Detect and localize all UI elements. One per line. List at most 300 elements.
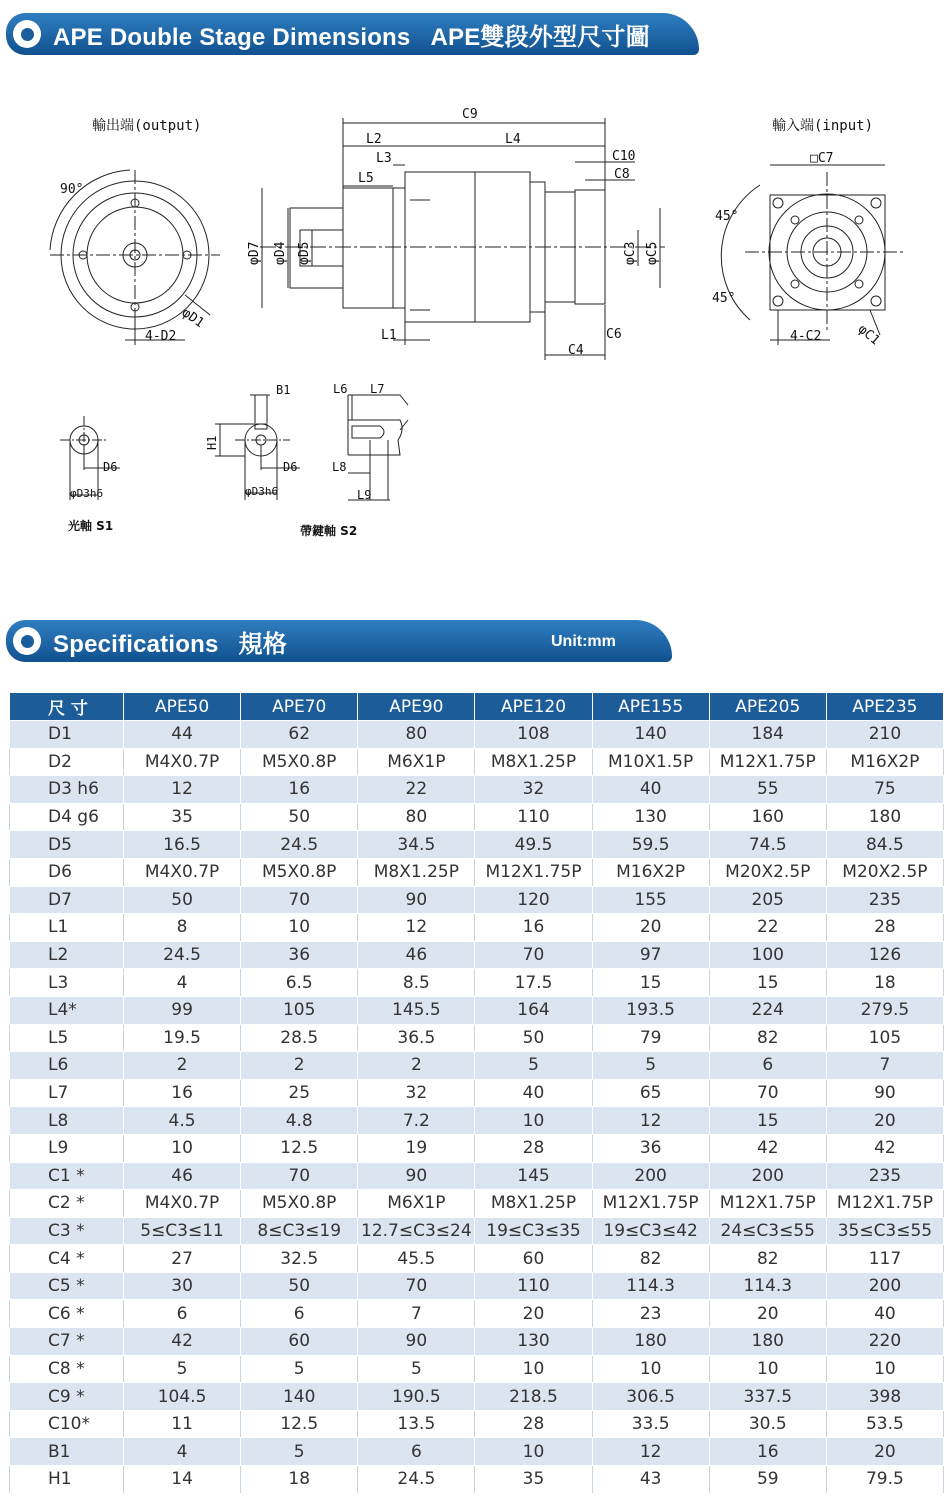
- angle-45a-label: 45°: [715, 209, 739, 224]
- table-cell: 200: [709, 1162, 826, 1190]
- table-cell: 4: [124, 969, 241, 997]
- s1-caption: 光軸 S1: [68, 519, 114, 533]
- table-cell: 6.5: [241, 969, 358, 997]
- table-cell: M12X1.75P: [592, 1190, 709, 1218]
- table-cell: 35≤C3≤55: [826, 1217, 943, 1245]
- table-cell: 180: [826, 803, 943, 831]
- table-cell: 2: [124, 1052, 241, 1080]
- table-cell: 35: [124, 803, 241, 831]
- s2-d6-label: D6: [283, 460, 298, 474]
- table-cell: 130: [475, 1328, 592, 1356]
- table-cell: 90: [358, 886, 475, 914]
- table-row: [10, 831, 944, 859]
- table-cell: 62: [241, 721, 358, 749]
- column-header: APE205: [709, 693, 826, 721]
- d1-label: φD1: [178, 305, 207, 332]
- table-cell: M8X1.25P: [475, 1190, 592, 1218]
- row-label: L6: [10, 1052, 124, 1080]
- specifications-title-en: Specifications: [53, 630, 219, 658]
- table-cell: 7: [826, 1052, 943, 1080]
- table-cell: 190.5: [358, 1383, 475, 1411]
- row-label: L7: [10, 1079, 124, 1107]
- table-cell: 19: [358, 1134, 475, 1162]
- table-cell: 104.5: [124, 1383, 241, 1411]
- table-cell: M12X1.75P: [475, 858, 592, 886]
- table-cell: 59.5: [592, 831, 709, 859]
- table-row: [10, 1024, 944, 1052]
- table-cell: 12.5: [241, 1410, 358, 1438]
- table-cell: M5X0.8P: [241, 1190, 358, 1218]
- row-label: L9: [10, 1134, 124, 1162]
- row-label: C1 *: [10, 1162, 124, 1190]
- row-label: D4 g6: [10, 803, 124, 831]
- table-row: [10, 1217, 944, 1245]
- table-cell: 140: [241, 1383, 358, 1411]
- table-row: [10, 1079, 944, 1107]
- table-cell: 24.5: [241, 831, 358, 859]
- table-cell: 82: [709, 1245, 826, 1273]
- table-cell: 15: [709, 969, 826, 997]
- row-label: D3 h6: [10, 776, 124, 804]
- table-cell: 6: [358, 1438, 475, 1466]
- table-cell: 337.5: [709, 1383, 826, 1411]
- dimensions-banner: [6, 13, 699, 55]
- table-cell: M6X1P: [358, 1190, 475, 1218]
- c7-label: □C7: [810, 151, 834, 166]
- table-cell: 53.5: [826, 1410, 943, 1438]
- table-cell: 184: [709, 721, 826, 749]
- input-end-view: [712, 117, 905, 348]
- dimensions-title: [53, 17, 650, 52]
- s1-d6-label: D6: [103, 460, 118, 474]
- table-cell: M12X1.75P: [709, 1190, 826, 1218]
- table-cell: 200: [826, 1272, 943, 1300]
- specifications-table: [9, 692, 944, 1494]
- table-cell: 40: [826, 1300, 943, 1328]
- table-cell: 145.5: [358, 996, 475, 1024]
- row-label: L8: [10, 1107, 124, 1135]
- table-cell: 24.5: [358, 1466, 475, 1494]
- table-cell: 84.5: [826, 831, 943, 859]
- table-cell: 7.2: [358, 1107, 475, 1135]
- row-label: C3 *: [10, 1217, 124, 1245]
- table-cell: 398: [826, 1383, 943, 1411]
- table-cell: 16: [709, 1438, 826, 1466]
- table-cell: 6: [241, 1300, 358, 1328]
- table-cell: 5: [592, 1052, 709, 1080]
- table-cell: 10: [475, 1355, 592, 1383]
- s2-l8-label: L8: [332, 460, 347, 474]
- table-cell: 4.8: [241, 1107, 358, 1135]
- table-cell: 74.5: [709, 831, 826, 859]
- table-cell: 110: [475, 1272, 592, 1300]
- dimensions-title-zh: APE雙段外型尺寸圖: [430, 23, 650, 51]
- s2-h1-label: H1: [205, 435, 219, 450]
- c4-label: C4: [568, 343, 584, 358]
- dimension-drawing: [0, 90, 950, 560]
- table-cell: 70: [709, 1079, 826, 1107]
- table-cell: 32: [475, 776, 592, 804]
- column-header: APE120: [475, 693, 592, 721]
- table-row: [10, 1107, 944, 1135]
- table-cell: M4X0.7P: [124, 858, 241, 886]
- table-cell: 50: [475, 1024, 592, 1052]
- table-cell: 11: [124, 1410, 241, 1438]
- input-label: 輸入端(input): [772, 118, 874, 134]
- table-cell: 18: [241, 1466, 358, 1494]
- table-cell: 16: [241, 776, 358, 804]
- row-label: L3: [10, 969, 124, 997]
- table-cell: 46: [124, 1162, 241, 1190]
- row-label: C10*: [10, 1410, 124, 1438]
- table-cell: 4.5: [124, 1107, 241, 1135]
- s2-l9-label: L9: [357, 488, 372, 502]
- table-cell: 42: [709, 1134, 826, 1162]
- table-cell: M12X1.75P: [709, 748, 826, 776]
- table-cell: 279.5: [826, 996, 943, 1024]
- table-cell: 108: [475, 721, 592, 749]
- table-cell: 20: [475, 1300, 592, 1328]
- row-label: C6 *: [10, 1300, 124, 1328]
- table-cell: 100: [709, 941, 826, 969]
- table-cell: 10: [475, 1438, 592, 1466]
- table-cell: 210: [826, 721, 943, 749]
- table-cell: 20: [826, 1438, 943, 1466]
- c8-label: C8: [614, 167, 630, 182]
- table-cell: 4: [124, 1438, 241, 1466]
- c6-label: C6: [606, 327, 622, 342]
- table-cell: 28: [475, 1134, 592, 1162]
- table-cell: 80: [358, 721, 475, 749]
- table-cell: M4X0.7P: [124, 748, 241, 776]
- table-cell: 82: [592, 1245, 709, 1273]
- table-cell: 7: [358, 1300, 475, 1328]
- table-cell: 55: [709, 776, 826, 804]
- table-row: [10, 941, 944, 969]
- s2-d3-label: φD3h6: [245, 485, 279, 498]
- table-cell: 6: [709, 1052, 826, 1080]
- table-cell: 5: [241, 1438, 358, 1466]
- table-cell: 12: [592, 1438, 709, 1466]
- table-cell: 19≤C3≤42: [592, 1217, 709, 1245]
- unit-label: Unit:mm: [551, 633, 616, 650]
- table-cell: 8.5: [358, 969, 475, 997]
- table-cell: 32: [358, 1079, 475, 1107]
- table-cell: M10X1.5P: [592, 748, 709, 776]
- output-label: 輸出端(output): [92, 118, 202, 134]
- table-cell: 36: [592, 1134, 709, 1162]
- table-cell: 99: [124, 996, 241, 1024]
- table-cell: 90: [358, 1328, 475, 1356]
- table-cell: 82: [709, 1024, 826, 1052]
- table-cell: 12: [358, 914, 475, 942]
- table-cell: 34.5: [358, 831, 475, 859]
- table-cell: 12.7≤C3≤24: [358, 1217, 475, 1245]
- column-header: APE155: [592, 693, 709, 721]
- table-cell: 145: [475, 1162, 592, 1190]
- table-cell: 30: [124, 1272, 241, 1300]
- table-cell: 10: [592, 1355, 709, 1383]
- table-cell: 110: [475, 803, 592, 831]
- table-cell: M12X1.75P: [826, 1190, 943, 1218]
- row-label: L1: [10, 914, 124, 942]
- angle-90-label: 90°: [60, 182, 84, 197]
- s2-l6-label: L6: [333, 382, 348, 396]
- table-row: [10, 776, 944, 804]
- table-row: [10, 1466, 944, 1494]
- table-cell: 44: [124, 721, 241, 749]
- table-row: [10, 858, 944, 886]
- table-row: [10, 886, 944, 914]
- table-cell: 105: [826, 1024, 943, 1052]
- l5-label: L5: [358, 171, 374, 186]
- table-row: [10, 1438, 944, 1466]
- table-cell: 40: [475, 1079, 592, 1107]
- table-cell: 160: [709, 803, 826, 831]
- corner-header: 尺 寸: [10, 693, 124, 721]
- table-row: [10, 748, 944, 776]
- table-cell: 46: [358, 941, 475, 969]
- table-header-row: [10, 693, 944, 721]
- table-cell: 14: [124, 1466, 241, 1494]
- table-row: [10, 969, 944, 997]
- c3-label: φC3: [623, 241, 638, 265]
- table-row: [10, 914, 944, 942]
- table-cell: 20: [592, 914, 709, 942]
- table-cell: 43: [592, 1466, 709, 1494]
- table-cell: 16: [124, 1079, 241, 1107]
- table-cell: 200: [592, 1162, 709, 1190]
- table-cell: M4X0.7P: [124, 1190, 241, 1218]
- side-view: [247, 107, 665, 360]
- table-cell: 5: [124, 1355, 241, 1383]
- table-cell: 180: [709, 1328, 826, 1356]
- l2-label: L2: [366, 132, 382, 147]
- table-row: [10, 1300, 944, 1328]
- table-row: [10, 1245, 944, 1273]
- table-cell: 27: [124, 1245, 241, 1273]
- table-cell: 205: [709, 886, 826, 914]
- table-cell: 6: [124, 1300, 241, 1328]
- table-cell: 193.5: [592, 996, 709, 1024]
- specifications-title: [53, 624, 287, 659]
- table-cell: 10: [475, 1107, 592, 1135]
- table-row: [10, 1328, 944, 1356]
- row-label: C2 *: [10, 1190, 124, 1218]
- d2-label: 4-D2: [145, 329, 177, 344]
- row-label: L5: [10, 1024, 124, 1052]
- table-cell: 5≤C3≤11: [124, 1217, 241, 1245]
- table-cell: 126: [826, 941, 943, 969]
- table-row: [10, 1410, 944, 1438]
- bullet-circle-icon: [13, 20, 41, 48]
- table-cell: 220: [826, 1328, 943, 1356]
- table-row: [10, 1052, 944, 1080]
- column-header: APE90: [358, 693, 475, 721]
- table-cell: 224: [709, 996, 826, 1024]
- table-cell: 114.3: [592, 1272, 709, 1300]
- table-cell: 120: [475, 886, 592, 914]
- row-label: B1: [10, 1438, 124, 1466]
- table-cell: 28: [475, 1410, 592, 1438]
- table-cell: 17.5: [475, 969, 592, 997]
- output-end-view: [50, 117, 220, 345]
- c10-label: C10: [612, 149, 636, 164]
- table-cell: 90: [826, 1079, 943, 1107]
- table-row: [10, 1272, 944, 1300]
- table-cell: 35: [475, 1466, 592, 1494]
- table-row: [10, 996, 944, 1024]
- table-cell: 10: [709, 1355, 826, 1383]
- c1-label: φC1: [854, 321, 883, 349]
- dimensions-title-en: APE Double Stage Dimensions: [53, 23, 411, 51]
- table-row: [10, 721, 944, 749]
- table-cell: 70: [475, 941, 592, 969]
- d5-label: φD5: [297, 241, 312, 265]
- table-cell: 45.5: [358, 1245, 475, 1273]
- table-cell: 12: [592, 1107, 709, 1135]
- table-cell: 2: [241, 1052, 358, 1080]
- table-cell: 164: [475, 996, 592, 1024]
- table-cell: 12.5: [241, 1134, 358, 1162]
- table-cell: 60: [475, 1245, 592, 1273]
- table-cell: 140: [592, 721, 709, 749]
- table-row: [10, 1162, 944, 1190]
- table-cell: 42: [826, 1134, 943, 1162]
- column-header: APE70: [241, 693, 358, 721]
- table-row: [10, 1355, 944, 1383]
- table-cell: 20: [709, 1300, 826, 1328]
- row-label: D5: [10, 831, 124, 859]
- table-cell: 16: [475, 914, 592, 942]
- table-cell: 218.5: [475, 1383, 592, 1411]
- table-cell: 30.5: [709, 1410, 826, 1438]
- l4-label: L4: [505, 132, 521, 147]
- table-cell: M5X0.8P: [241, 748, 358, 776]
- table-cell: 117: [826, 1245, 943, 1273]
- table-cell: M8X1.25P: [475, 748, 592, 776]
- c2-label: 4-C2: [790, 329, 822, 344]
- table-cell: 33.5: [592, 1410, 709, 1438]
- table-cell: 5: [475, 1052, 592, 1080]
- specifications-banner: [6, 620, 672, 662]
- table-cell: 235: [826, 1162, 943, 1190]
- table-cell: 114.3: [709, 1272, 826, 1300]
- shaft-s2-view: [205, 382, 408, 538]
- row-label: D2: [10, 748, 124, 776]
- table-cell: 19.5: [124, 1024, 241, 1052]
- table-cell: 70: [241, 1162, 358, 1190]
- table-cell: M5X0.8P: [241, 858, 358, 886]
- table-cell: 235: [826, 886, 943, 914]
- table-cell: 18: [826, 969, 943, 997]
- specifications-title-zh: 規格: [238, 630, 287, 658]
- table-cell: M8X1.25P: [358, 858, 475, 886]
- table-cell: 79.5: [826, 1466, 943, 1494]
- table-cell: M6X1P: [358, 748, 475, 776]
- table-cell: 40: [592, 776, 709, 804]
- row-label: C4 *: [10, 1245, 124, 1273]
- table-cell: 97: [592, 941, 709, 969]
- table-cell: 23: [592, 1300, 709, 1328]
- row-label: H1: [10, 1466, 124, 1494]
- table-cell: 16.5: [124, 831, 241, 859]
- table-cell: 79: [592, 1024, 709, 1052]
- c5-label: φC5: [645, 241, 660, 265]
- table-cell: 36: [241, 941, 358, 969]
- l3-label: L3: [376, 151, 392, 166]
- table-cell: M16X2P: [592, 858, 709, 886]
- row-label: L4*: [10, 996, 124, 1024]
- table-cell: 32.5: [241, 1245, 358, 1273]
- table-cell: 28: [826, 914, 943, 942]
- table-cell: 306.5: [592, 1383, 709, 1411]
- s2-b1-label: B1: [276, 383, 291, 397]
- column-header: APE235: [826, 693, 943, 721]
- bullet-circle-icon: [13, 627, 41, 655]
- table-cell: 8≤C3≤19: [241, 1217, 358, 1245]
- table-cell: 24.5: [124, 941, 241, 969]
- s2-l7-label: L7: [370, 382, 385, 396]
- row-label: C5 *: [10, 1272, 124, 1300]
- table-cell: 50: [124, 886, 241, 914]
- table-cell: 5: [358, 1355, 475, 1383]
- shaft-s1-view: [60, 416, 120, 533]
- table-cell: 10: [124, 1134, 241, 1162]
- table-cell: 22: [709, 914, 826, 942]
- table-cell: 60: [241, 1328, 358, 1356]
- table-cell: 15: [709, 1107, 826, 1135]
- row-label: C7 *: [10, 1328, 124, 1356]
- s1-d3-label: φD3h6: [70, 487, 104, 500]
- table-cell: M20X2.5P: [826, 858, 943, 886]
- table-cell: 13.5: [358, 1410, 475, 1438]
- table-cell: 42: [124, 1328, 241, 1356]
- row-label: D1: [10, 721, 124, 749]
- row-label: L2: [10, 941, 124, 969]
- row-label: C9 *: [10, 1383, 124, 1411]
- table-cell: 65: [592, 1079, 709, 1107]
- row-label: C8 *: [10, 1355, 124, 1383]
- table-cell: 8: [124, 914, 241, 942]
- table-row: [10, 1134, 944, 1162]
- s2-caption: 帶鍵軸 S2: [300, 524, 358, 538]
- table-cell: 50: [241, 803, 358, 831]
- table-cell: 59: [709, 1466, 826, 1494]
- table-cell: 20: [826, 1107, 943, 1135]
- column-header: APE50: [124, 693, 241, 721]
- table-cell: 15: [592, 969, 709, 997]
- table-cell: 130: [592, 803, 709, 831]
- table-cell: 25: [241, 1079, 358, 1107]
- table-cell: 12: [124, 776, 241, 804]
- table-cell: 105: [241, 996, 358, 1024]
- d4-label: φD4: [273, 241, 288, 265]
- d7-label: φD7: [247, 241, 262, 265]
- table-row: [10, 1383, 944, 1411]
- table-cell: M20X2.5P: [709, 858, 826, 886]
- table-cell: 28.5: [241, 1024, 358, 1052]
- table-cell: 155: [592, 886, 709, 914]
- angle-45b-label: 45°: [712, 291, 736, 306]
- table-row: [10, 1190, 944, 1218]
- table-cell: 90: [358, 1162, 475, 1190]
- row-label: D7: [10, 886, 124, 914]
- table-cell: 19≤C3≤35: [475, 1217, 592, 1245]
- table-cell: 49.5: [475, 831, 592, 859]
- table-cell: 75: [826, 776, 943, 804]
- row-label: D6: [10, 858, 124, 886]
